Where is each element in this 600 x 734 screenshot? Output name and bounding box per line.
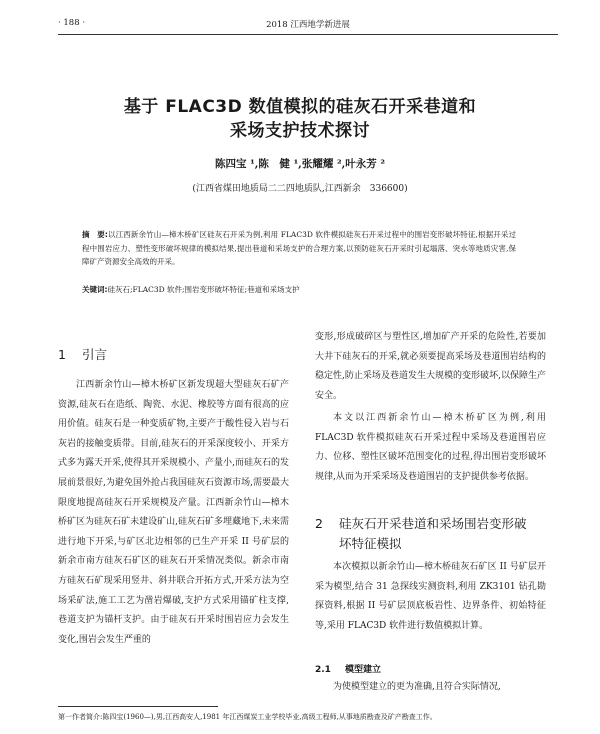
intro-paragraph-2: 本文以江西新余竹山—樟木桥矿区为例,利用 FLAC3D 软件模拟硅灰石开采过程中采场及巷道围岩应力、位移、塑性区破坏范围变化的过程,得出围岩变形破坏规律,从而为开采采场及巷道围岩的支护提供参考依据。 xyxy=(315,413,546,482)
running-header xyxy=(58,18,558,34)
abstract-text: 以江西新余竹山—樟木桥矿区硅灰石开采为例,利用 FLAC3D 软件模拟硅灰石开采过程中的围岩变形破坏特征,根据开采过程中围岩应力、塑性变形破坏规律的模拟结果,提出巷道和采场支护的合理方案,以预防硅灰石开采时引起塌落、突水等地质灾害,保障矿产资源安全高效的开采。 xyxy=(82,230,516,266)
section-2-1-number: 2.1 xyxy=(315,665,331,675)
page-number: · 188 · xyxy=(58,18,86,28)
section-2-title-line-2: 坏特征模拟 xyxy=(339,536,402,551)
section-2-1-paragraph: 为使模型建立的更为准确,且符合实际情况, xyxy=(333,682,501,692)
journal-name: 2018 江西地学新进展 xyxy=(266,20,350,30)
paper-title-line-1: 基于 FLAC3D 数值模拟的硅灰石开采巷道和 xyxy=(123,97,477,117)
header-rule xyxy=(58,34,558,35)
section-2-number: 2 xyxy=(315,516,323,531)
keywords xyxy=(82,283,516,296)
intro-continued-paragraph: 变形,形成破碎区与塑性区,增加矿产开采的危险性,若要加大井下硅灰石的开采,就必须要提高采场及巷道围岩结构的稳定性,防止采场及巷道发生大规模的变形破坏,以保障生产安全。 xyxy=(315,332,546,401)
author-footnote: 第一作者简介:陈四宝(1960—),男,江西高安人,1981 年江西煤炭工业学校毕业,高级工程师,从事地质勘查及矿产勘查工作。 xyxy=(58,713,437,721)
keywords-text: 硅灰石;FLAC3D 软件;围岩变形破坏特征;巷道和采场支护 xyxy=(107,285,300,294)
footnote-rule xyxy=(58,706,218,707)
section-2-heading xyxy=(315,514,546,554)
section-1-paragraph: 江西新余竹山—樟木桥矿区新发现超大型硅灰石矿产资源,硅灰石在造纸、陶瓷、水泥、橡胶等方面有很高的应用价值。硅灰石是一种变质矿物,主要产于酸性侵入岩与石灰岩的接触变质带。目前,硅灰石的开采深度较小、开采方式多为露天开采,使得其开采规模小、产量小,而硅灰石的发展前景很好,为避免国外抢占我国硅灰石资源市场,需要最大限度地提高硅灰石开采规模及产量。江西新余竹山—樟木桥矿区为硅灰石矿未建设矿山,硅灰石矿多埋藏地下,未来需进行地下开采,与矿区北边相邻的已生产开采 II 号矿层的新余市南方硅灰石矿区的硅灰石开采情况类似。新余市南方硅灰石矿现采用竖井、斜井联合开拓方式,开采方法为空场采矿法,施工工艺为凿岩爆破,支护方式采用锚矿柱支撑,巷道支护为锚杆支护。由于硅灰石开采时围岩应力会发生变化,围岩会发生严重的 xyxy=(58,380,289,645)
section-2-1-heading xyxy=(315,662,381,675)
section-1-title: 引言 xyxy=(82,347,108,362)
abstract xyxy=(82,228,516,269)
abstract-label: 摘 要: xyxy=(82,230,108,239)
section-1-heading xyxy=(58,345,107,363)
section-1-number: 1 xyxy=(58,347,66,362)
left-column xyxy=(58,300,289,700)
affiliation: (江西省煤田地质局二二四地质队,江西新余 336600) xyxy=(192,184,408,194)
section-2-paragraph: 本次模拟以新余竹山—樟木桥硅灰石矿区 II 号矿层开采为模型,结合 31 急探线实测资料,利用 ZK3101 钻孔勘探资料,根据 II 号矿层顶底板岩性、边界条件、初始特征等,采用 FLAC3D 软件进行数值模拟计算。 xyxy=(315,562,546,631)
author-list: 陈四宝 ¹,陈 健 ¹,张耀耀 ²,叶永芳 ² xyxy=(215,158,385,170)
right-column xyxy=(315,328,546,728)
section-2-title-line-1: 硅灰石开采巷道和采场围岩变形破 xyxy=(339,516,527,531)
section-2-1-title: 模型建立 xyxy=(344,665,381,675)
paper-title-line-2: 采场支护技术探讨 xyxy=(230,121,370,141)
keywords-label: 关键词: xyxy=(82,285,108,294)
